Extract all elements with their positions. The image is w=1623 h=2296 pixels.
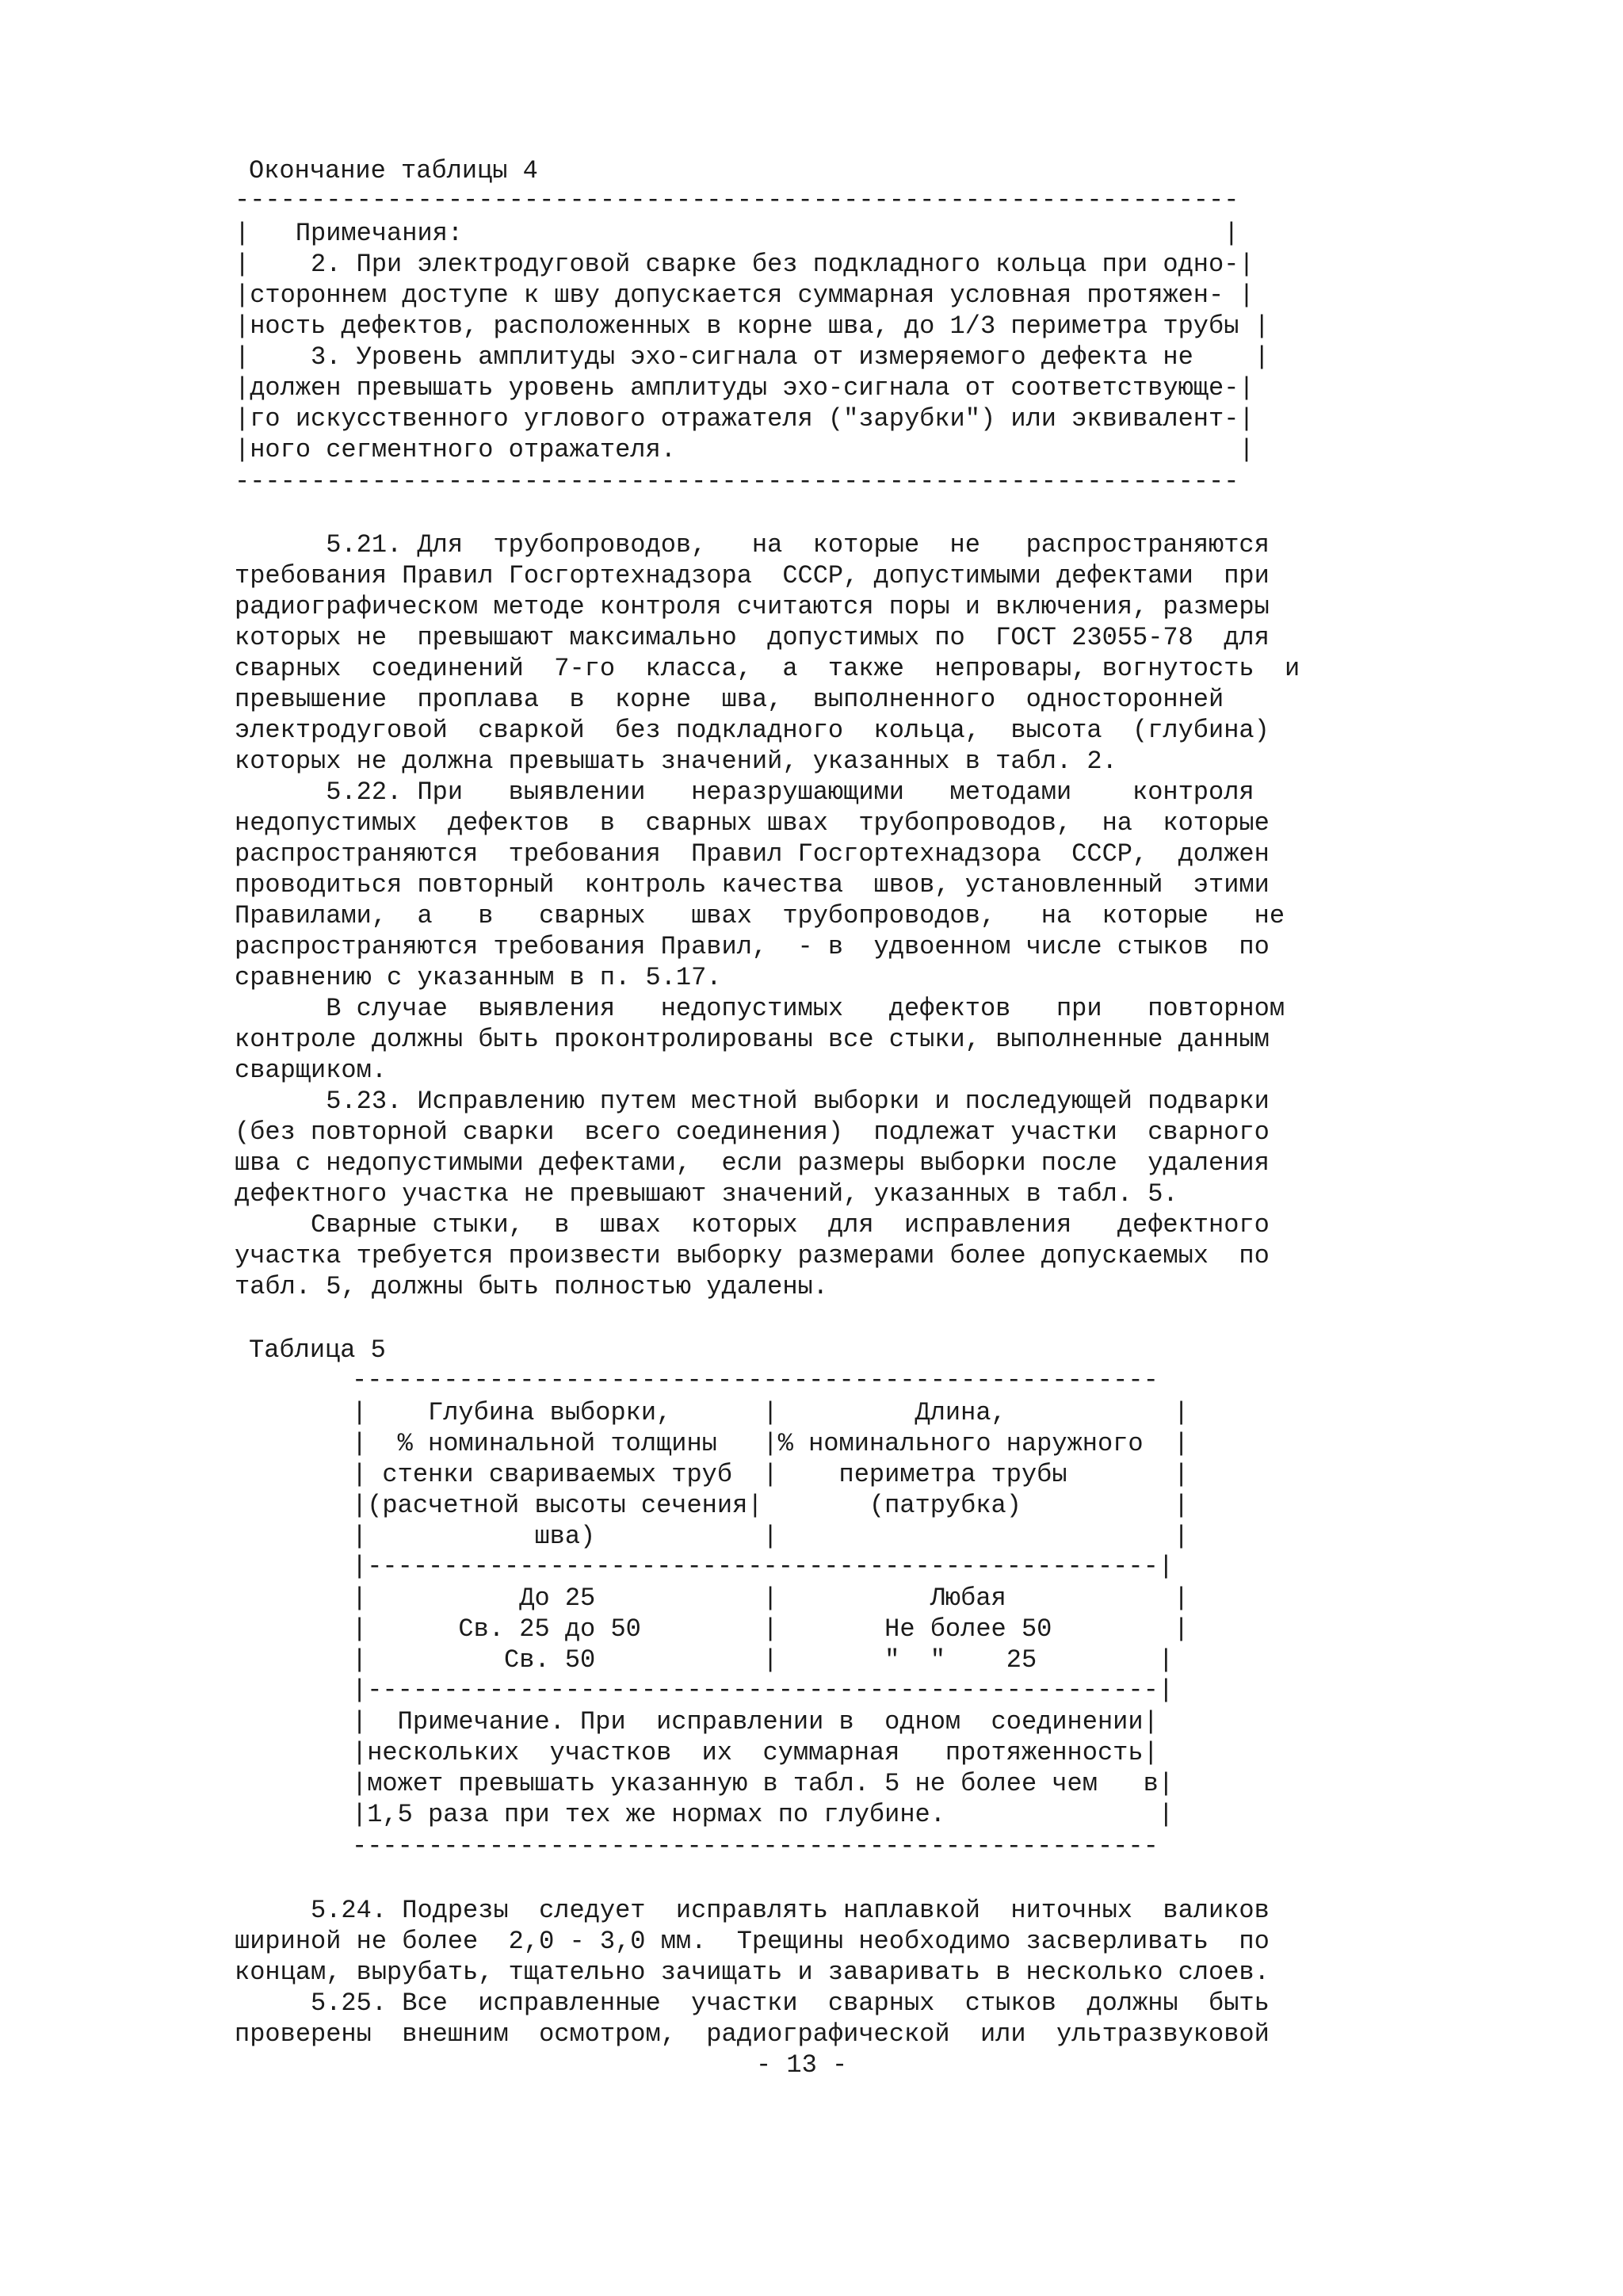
text-line: шириной не более 2,0 - 3,0 мм. Трещины необходимо засверливать по (235, 1927, 1270, 1956)
text-line: дефектного участка не превышают значений, указанных в табл. 5. (235, 1179, 1178, 1209)
table4-caption: Окончание таблицы 4 (249, 156, 538, 185)
table4-line: |должен превышать уровень амплитуды эхо-сигнала от соответствующе-| (235, 373, 1254, 403)
table5-line: | До 25 | Любая | (352, 1584, 1190, 1613)
text-line: сварных соединений 7-го класса, а также непровары, вогнутость и (235, 654, 1300, 683)
text-line: сварщиком. (235, 1056, 388, 1085)
text-line: шва с недопустимыми дефектами, если размеры выборки после удаления (235, 1148, 1270, 1178)
table4-line: ------------------------------------------------------------------ (235, 467, 1239, 496)
table5-line: | Св. 50 | " " 25 | (352, 1645, 1174, 1675)
table4-line: | 3. Уровень амплитуды эхо-сигнала от измеряемого дефекта не | (235, 342, 1270, 372)
text-line: проводиться повторный контроль качества швов, установленный этими (235, 870, 1270, 900)
text-line: (без повторной сварки всего соединения) подлежат участки сварного (235, 1117, 1270, 1147)
text-line: недопустимых дефектов в сварных швах трубопроводов, на которые (235, 808, 1270, 838)
table4-line: |го искусственного углового отражателя ("зарубки") или эквивалент-| (235, 404, 1254, 434)
table5-line: ----------------------------------------------------- (352, 1366, 1159, 1395)
text-line: 5.23. Исправлению путем местной выборки и последующей подварки (235, 1087, 1270, 1116)
text-line: Правилами, а в сварных швах трубопроводов, на которые не (235, 901, 1285, 930)
table4-line: |стороннем доступе к шву допускается суммарная условная протяжен- | (235, 281, 1254, 310)
text-line: 5.21. Для трубопроводов, на которые не распространяются (235, 530, 1270, 560)
table5-line: | Св. 25 до 50 | Не более 50 | (352, 1614, 1190, 1644)
table5-line: ----------------------------------------------------- (352, 1832, 1159, 1861)
text-line: которых не должна превышать значений, указанных в табл. 2. (235, 747, 1117, 776)
table5-line: | шва) | | (352, 1522, 1190, 1551)
table5-line: |----------------------------------------------------| (352, 1552, 1174, 1581)
text-line: В случае выявления недопустимых дефектов при повторном (235, 994, 1285, 1023)
text-line: проверены внешним осмотром, радиографической или ультразвуковой (235, 2019, 1270, 2049)
table5-line: |(расчетной высоты сечения| (патрубка) | (352, 1491, 1190, 1520)
text-line: радиографическом методе контроля считаются поры и включения, размеры (235, 592, 1270, 621)
table5-caption: Таблица 5 (249, 1335, 386, 1365)
text-line: концам, вырубать, тщательно зачищать и заваривать в несколько слоев. (235, 1958, 1270, 1987)
text-line: электродуговой сваркой без подкладного кольца, высота (глубина) (235, 716, 1270, 745)
table4-line: ------------------------------------------------------------------ (235, 185, 1239, 215)
text-line: превышение проплава в корне шва, выполненного односторонней (235, 685, 1224, 714)
text-line: Сварные стыки, в швах которых для исправления дефектного (235, 1210, 1270, 1240)
text-line: табл. 5, должны быть полностью удалены. (235, 1272, 828, 1301)
text-line: 5.24. Подрезы следует исправлять наплавкой ниточных валиков (235, 1896, 1270, 1925)
text-line: 5.22. При выявлении неразрушающими методами контроля (235, 777, 1254, 807)
table4-line: |ность дефектов, расположенных в корне шва, до 1/3 периметра трубы | (235, 311, 1270, 341)
table5-line: |нескольких участков их суммарная протяженность| (352, 1738, 1159, 1767)
table4-line: | 2. При электродуговой сварке без подкладного кольца при одно-| (235, 250, 1254, 279)
text-line: требования Правил Госгортехнадзора СССР, допустимыми дефектами при (235, 561, 1270, 590)
text-line: 5.25. Все исправленные участки сварных стыков должны быть (235, 1988, 1270, 2018)
table5-line: | Глубина выборки, | Длина, | (352, 1398, 1190, 1427)
table5-line: | стенки свариваемых труб | периметра трубы | (352, 1460, 1190, 1489)
table4-line: | Примечания: | (235, 219, 1239, 248)
text-line: участка требуется произвести выборку размерами более допускаемых по (235, 1241, 1270, 1270)
page-number: - 13 - (756, 2050, 848, 2080)
table5-line: | % номинальной толщины |% номинального наружного | (352, 1429, 1190, 1458)
text-line: распространяются требования Правил Госгортехнадзора СССР, должен (235, 839, 1270, 869)
table5-line: |----------------------------------------------------| (352, 1675, 1174, 1705)
text-line: распространяются требования Правил, - в удвоенном числе стыков по (235, 932, 1270, 961)
table5-line: | Примечание. При исправлении в одном соединении| (352, 1707, 1159, 1736)
text-line: сравнению с указанным в п. 5.17. (235, 963, 722, 992)
text-line: контроле должны быть проконтролированы все стыки, выполненные данным (235, 1025, 1270, 1054)
table5-line: |может превышать указанную в табл. 5 не более чем в| (352, 1769, 1174, 1798)
text-line: которых не превышают максимально допустимых по ГОСТ 23055-78 для (235, 623, 1270, 652)
table5-line: |1,5 раза при тех же нормах по глубине. | (352, 1800, 1174, 1829)
table4-line: |ного сегментного отражателя. | (235, 435, 1254, 464)
